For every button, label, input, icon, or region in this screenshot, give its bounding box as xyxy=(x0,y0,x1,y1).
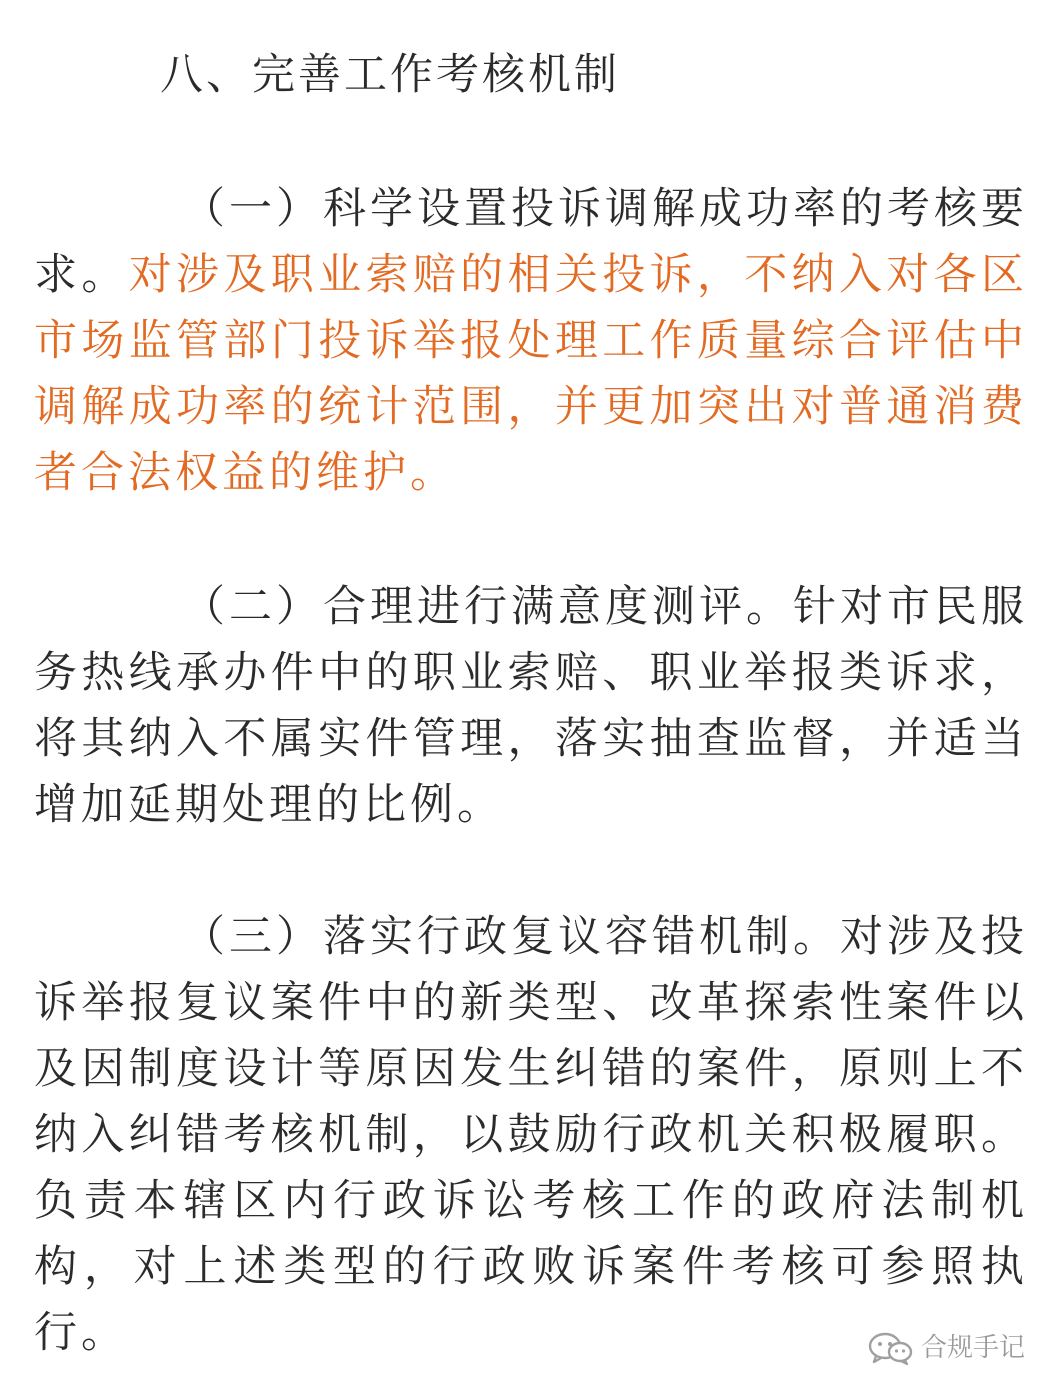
paragraph-3 xyxy=(34,904,1024,1366)
paragraph-2-line-2: 务热线承办件中的职业索赔、职业举报类诉求， xyxy=(34,648,1024,698)
paragraph-1 xyxy=(34,176,1024,506)
paragraph-1-line-1: （一）科学设置投诉调解成功率的考核要 xyxy=(182,184,1024,234)
paragraph-2-line-3: 将其纳入不属实件管理，落实抽查监督，并适当 xyxy=(34,714,1024,764)
highlighted-text: 者合法权益的维护。 xyxy=(34,448,457,498)
watermark xyxy=(867,1331,1025,1365)
paragraph-1-line-2 xyxy=(34,242,1024,308)
paragraph-3-line-7: 行。 xyxy=(34,1308,128,1358)
section-heading: 八、完善工作考核机制 xyxy=(160,50,620,100)
highlighted-text: 调解成功率的统计范围，并更加突出对普通消费 xyxy=(34,382,1024,432)
paragraph-3-line-1: （三）落实行政复议容错机制。对涉及投 xyxy=(182,912,1024,962)
highlighted-text: 市场监管部门投诉举报处理工作质量综合评估中 xyxy=(34,316,1024,366)
paragraph-3-line-4: 纳入纠错考核机制，以鼓励行政机关积极履职。 xyxy=(34,1110,1024,1160)
paragraph-3-line-5: 负责本辖区内行政诉讼考核工作的政府法制机 xyxy=(34,1176,1024,1226)
paragraph-3-line-6: 构，对上述类型的行政败诉案件考核可参照执 xyxy=(34,1242,1024,1292)
paragraph-2-line-4: 增加延期处理的比例。 xyxy=(34,780,504,830)
paragraph-3-line-2: 诉举报复议案件中的新类型、改革探索性案件以 xyxy=(34,978,1024,1028)
paragraph-1-line-2-plain: 求。 xyxy=(34,250,129,300)
paragraph-2 xyxy=(34,574,1024,838)
highlighted-text: 对涉及职业索赔的相关投诉，不纳入对各区 xyxy=(128,250,1025,300)
wechat-icon xyxy=(867,1331,913,1365)
paragraph-2-line-1: （二）合理进行满意度测评。针对市民服 xyxy=(182,582,1024,632)
paragraph-3-line-3: 及因制度设计等原因发生纠错的案件，原则上不 xyxy=(34,1044,1024,1094)
watermark-text: 合规手记 xyxy=(920,1333,1025,1363)
